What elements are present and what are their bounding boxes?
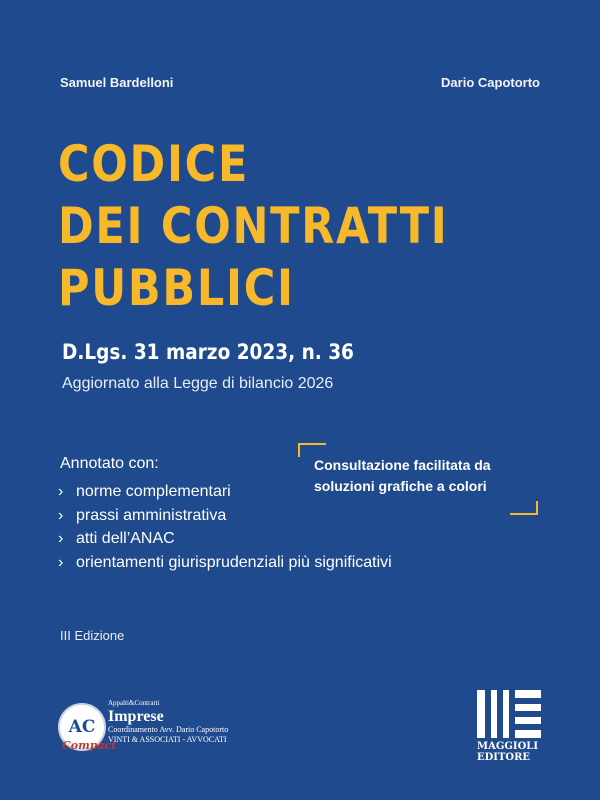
publisher-logo [477,690,547,762]
chevron-right-icon: › [58,530,64,547]
callout-line-1: Consultazione facilitata da [314,457,491,473]
series-name: Imprese [108,708,164,725]
publisher-name-2: EDITORE [477,752,531,763]
series-kicker: Appalti&Contratti [108,699,160,707]
series-badge-icon [58,703,117,752]
annotated-heading: Annotato con: [60,455,159,472]
list-item-label: norme complementari [76,483,231,500]
series-logo [58,695,258,757]
author-right: Dario Capotorto [441,75,540,90]
list-item-label: atti dell’ANAC [76,530,175,547]
update-note: Aggiornato alla Legge di bilancio 2026 [62,375,334,392]
author-left: Samuel Bardelloni [60,75,174,90]
edition-label: III Edizione [60,628,125,643]
chevron-right-icon: › [58,553,64,571]
decree-reference: D.Lgs. 31 marzo 2023, n. 36 [62,340,354,364]
series-firm: VINTI & ASSOCIATI - AVVOCATI [108,735,227,744]
list-item-label: orientamenti giurisprudenziali più significativi [76,553,392,571]
title-line-3: PUBBLICI [58,259,295,317]
bracket-corner-icon [510,501,538,515]
callout-text [314,455,491,497]
maggioli-logo-icon [477,690,541,738]
title-line-2: DEI CONTRATTI [58,197,449,255]
series-logo-text [108,699,228,745]
series-badge-letters: AC [68,717,96,737]
series-overlay-text: Compact [62,739,117,752]
list-item [58,551,392,575]
chevron-right-icon: › [58,483,64,500]
book-title [58,133,512,319]
series-coordinator: Coordinamento Avv. Dario Capotorto [108,725,229,734]
callout-line-2: soluzioni grafiche a colori [314,478,487,494]
publisher-name-1: MAGGIOLI [477,741,539,752]
list-item [58,527,392,551]
title-line-1: CODICE [58,135,250,193]
list-item-label: prassi amministrativa [76,506,227,524]
feature-callout [298,443,538,515]
chevron-right-icon: › [58,506,64,524]
